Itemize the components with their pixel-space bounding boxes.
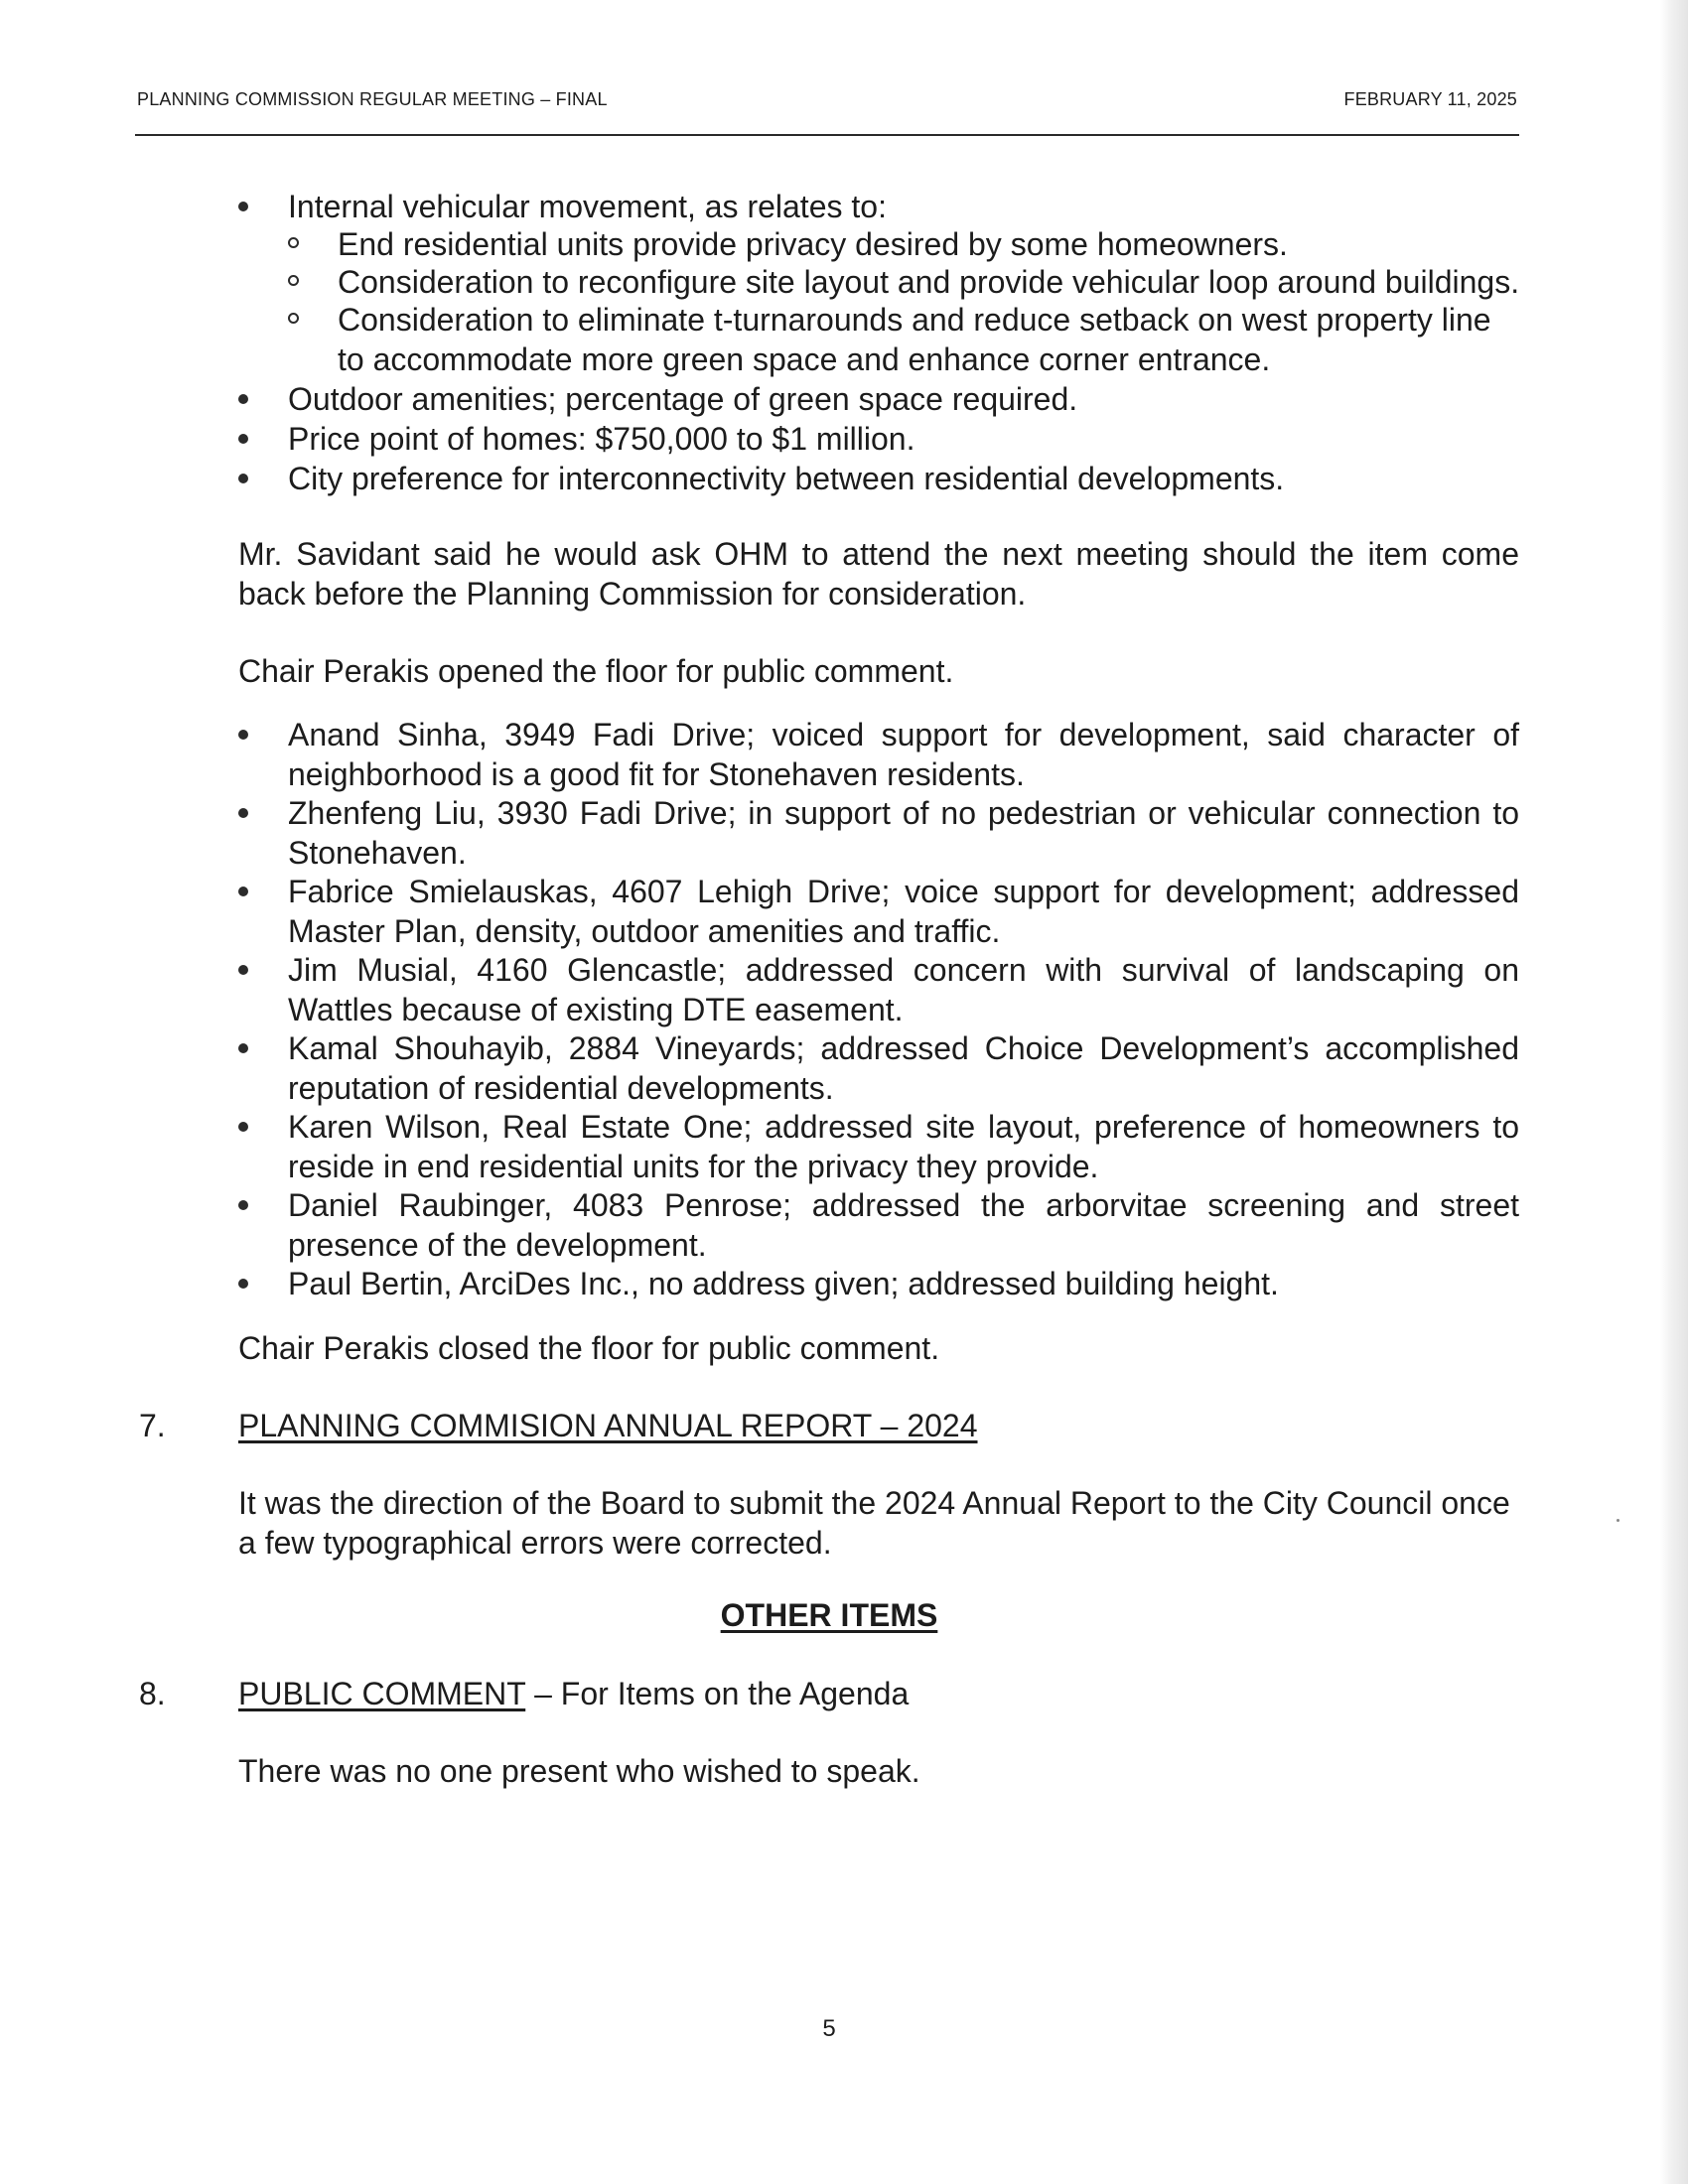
scan-speck — [1617, 1519, 1619, 1522]
bullet-text: City preference for interconnectivity between residential developments. — [288, 461, 1285, 496]
other-items-heading: OTHER ITEMS — [720, 1597, 938, 1633]
item-8-number: 8. — [139, 1676, 166, 1711]
bullet-text: Internal vehicular movement, as relates to: — [288, 189, 887, 224]
sub-bullet-circle-icon — [288, 237, 299, 248]
sub-bullet-text: Consideration to eliminate t-turnarounds and reduce setback on west property line to accommodate more green space and enhance corner entrance. — [338, 302, 1491, 377]
paragraph-savidant: Mr. Savidant said he would ask OHM to attend the next meeting should the item come back before the Planning Commission for consideration. — [238, 536, 1519, 612]
public-comment-text: Fabrice Smielauskas, 4607 Lehigh Drive; voice support for development; addressed Master Plan, density, outdoor amenities and traffic. — [288, 874, 1519, 949]
bullet-dot-icon — [238, 965, 248, 975]
item-7-text: It was the direction of the Board to submit the 2024 Annual Report to the City Council once a few typographical errors were corrected. — [238, 1485, 1510, 1561]
paragraph-public-comment-closed: Chair Perakis closed the floor for public comment. — [238, 1330, 940, 1366]
public-comment-text: Kamal Shouhayib, 2884 Vineyards; addressed Choice Development’s accomplished reputation of residential developments. — [288, 1030, 1519, 1106]
bullet-dot-icon — [238, 808, 248, 818]
page-number: 5 — [822, 2015, 836, 2042]
item-7-title: PLANNING COMMISION ANNUAL REPORT – 2024 — [238, 1408, 978, 1443]
bullet-dot-icon — [238, 1043, 248, 1053]
bullet-dot-icon — [238, 887, 248, 896]
public-comment-text: Karen Wilson, Real Estate One; addressed site layout, preference of homeowners to reside in end residential units for the privacy they provide. — [288, 1109, 1519, 1184]
sub-bullet-circle-icon — [288, 313, 299, 324]
item-7-heading — [238, 1406, 1519, 1445]
public-comment-text: Anand Sinha, 3949 Fadi Drive; voiced support for development, said character of neighborhood is a good fit for Stonehaven residents. — [288, 717, 1519, 792]
bullet-dot-icon — [238, 202, 248, 211]
public-comment-text: Paul Bertin, ArciDes Inc., no address given; addressed building height. — [288, 1266, 1279, 1301]
item-8-text: There was no one present who wished to speak. — [238, 1753, 920, 1789]
bullet-text: Outdoor amenities; percentage of green space required. — [288, 381, 1078, 417]
item-8-title: PUBLIC COMMENT — [238, 1676, 526, 1711]
public-comment-text: Zhenfeng Liu, 3930 Fadi Drive; in support of no pedestrian or vehicular connection to Stonehaven. — [288, 795, 1519, 871]
item-7-number: 7. — [139, 1408, 166, 1443]
item-8-heading — [238, 1674, 1519, 1713]
bullet-dot-icon — [238, 394, 248, 404]
bullet-dot-icon — [238, 474, 248, 483]
paragraph-public-comment-opened: Chair Perakis opened the floor for public comment. — [238, 653, 954, 689]
bullet-dot-icon — [238, 730, 248, 740]
sub-bullet-circle-icon — [288, 275, 299, 286]
sub-bullet-text: Consideration to reconfigure site layout and provide vehicular loop around buildings. — [338, 264, 1520, 300]
bullet-text: Price point of homes: $750,000 to $1 million. — [288, 421, 915, 457]
public-comment-text: Jim Musial, 4160 Glencastle; addressed concern with survival of landscaping on Wattles because of existing DTE easement. — [288, 952, 1519, 1027]
public-comment-text: Daniel Raubinger, 4083 Penrose; addressed the arborvitae screening and street presence of the development. — [288, 1187, 1519, 1263]
header-meeting-title: PLANNING COMMISSION REGULAR MEETING – FINAL — [137, 89, 608, 109]
bullet-dot-icon — [238, 1122, 248, 1132]
bullet-dot-icon — [238, 1200, 248, 1210]
item-8-title-suffix: – For Items on the Agenda — [525, 1676, 910, 1711]
header-date: FEBRUARY 11, 2025 — [1343, 89, 1517, 109]
header-divider — [135, 134, 1519, 136]
scan-edge-shadow — [1660, 0, 1688, 2184]
sub-bullet-text: End residential units provide privacy desired by some homeowners. — [338, 226, 1288, 262]
bullet-dot-icon — [238, 434, 248, 444]
bullet-dot-icon — [238, 1279, 248, 1289]
